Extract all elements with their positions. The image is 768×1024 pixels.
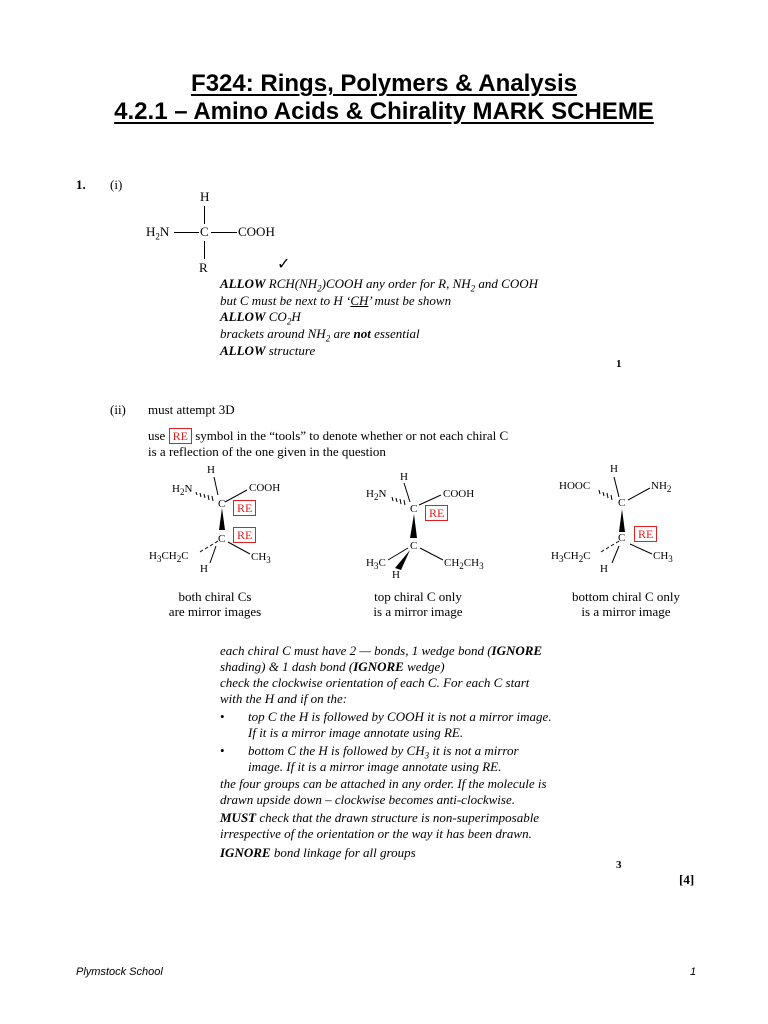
atom-h: H: [200, 189, 210, 204]
atom-ethyl: $H_3CH_2C$: [551, 550, 591, 565]
footer-page-number: 1: [690, 966, 697, 978]
instruction-line: must attempt 3D: [148, 402, 235, 417]
mark-value: 3: [616, 859, 622, 871]
caption: are mirror images: [168, 604, 262, 619]
atom-r: R: [199, 260, 208, 275]
atom-ch3: $CH_3$: [653, 550, 673, 565]
note-line: each chiral C must have 2 — bonds, 1 wedge bond (IGNORE: [220, 643, 543, 658]
note-line: check the clockwise orientation of each C. For each C start: [220, 675, 530, 690]
note-line: with the H and if on the:: [220, 691, 348, 706]
atom-ethyl: $CH_2CH_3$: [444, 557, 484, 572]
bond-line: [174, 232, 199, 233]
re-annotation: RE: [634, 526, 657, 542]
atom-c: C: [410, 540, 418, 552]
note-line: irrespective of the orientation or the way it has been drawn.: [220, 826, 532, 841]
hashed-bond: [601, 541, 619, 552]
atom-h3c: $H_3C$: [366, 557, 386, 572]
note-line: but C must be next to H ‘CH’ must be shown: [220, 293, 452, 308]
part-i-label: (i): [110, 177, 123, 192]
atom-nh2: $NH_2$: [651, 480, 672, 495]
part-ii-label: (ii): [110, 402, 126, 417]
atom-cooh: COOH: [249, 482, 281, 494]
wedge-bond: [219, 508, 225, 530]
bond-line: [211, 232, 237, 233]
atom-c: C: [618, 532, 626, 544]
atom-h: H: [600, 563, 608, 575]
note-line: ALLOW $CO_2H$: [220, 309, 301, 327]
note-line: image. If it is a mirror image annotate using RE.: [248, 759, 502, 774]
bullet: •: [220, 743, 225, 758]
caption: is a mirror image: [373, 604, 463, 619]
note-line: If it is a mirror image annotate using RE.: [248, 725, 464, 740]
note-line: the four groups can be attached in any order. If the molecule is: [220, 776, 547, 791]
atom-hooc: HOOC: [559, 480, 591, 492]
re-symbol: RE: [169, 428, 192, 444]
atom-cooh: COOH: [238, 224, 275, 239]
caption: is a mirror image: [581, 604, 671, 619]
bullet: •: [220, 709, 225, 724]
footer-school: Plymstock School: [76, 966, 163, 978]
caption: bottom chiral C only: [572, 589, 680, 604]
page-title-line2: 4.2.1 – Amino Acids & Chirality MARK SCHEME: [114, 98, 654, 125]
re-annotation: RE: [233, 500, 256, 516]
bond-line: [228, 542, 250, 554]
atom-h: H: [207, 464, 215, 476]
re-annotation: RE: [233, 527, 256, 543]
note-line: ALLOW structure: [220, 343, 316, 358]
bond-line: [204, 206, 205, 224]
hashed-bond: [599, 490, 612, 500]
bond-line: [204, 241, 205, 259]
bond-line: [628, 488, 650, 500]
atom-ch3: $CH_3$: [251, 551, 271, 566]
hashed-bond: [392, 497, 405, 505]
atom-h: H: [392, 569, 400, 581]
caption: both chiral Cs: [178, 589, 252, 604]
atom-h: H: [610, 463, 618, 475]
hashed-bond: [196, 492, 213, 501]
atom-ethyl: $H_3CH_2C$: [149, 550, 189, 565]
atom-c: C: [410, 503, 418, 515]
note-line: ALLOW $RCH(NH_2)COOH$ any order for R, $NH_2$ and COOH: [220, 276, 538, 294]
bond-line: [614, 477, 619, 497]
wedge-bond: [619, 509, 625, 532]
mark-value: 1: [616, 358, 622, 370]
atom-h2n: $H_2N$: [172, 483, 193, 498]
note-line: IGNORE bond linkage for all groups: [220, 845, 416, 860]
bond-line: [214, 477, 218, 495]
wedge-bond: [410, 514, 417, 538]
instruction-line: is a reflection of the one given in the question: [148, 444, 386, 459]
atom-c: C: [618, 497, 626, 509]
bond-line: [419, 495, 441, 505]
bond-line: [420, 548, 443, 560]
bond-line: [404, 483, 410, 502]
caption: top chiral C only: [374, 589, 462, 604]
question-number: 1.: [76, 177, 86, 192]
atom-c: C: [200, 224, 209, 239]
atom-h2n: $H_2N$: [146, 224, 170, 242]
note-line: bottom C the H is followed by $CH_3$ it is not a mirror: [248, 743, 519, 761]
atom-h: H: [200, 563, 208, 575]
bond-line: [210, 546, 216, 563]
instruction-line: use RE symbol in the “tools” to denote whether or not each chiral C: [148, 428, 509, 443]
atom-c: C: [218, 498, 226, 510]
page-title-line1: F324: Rings, Polymers & Analysis: [191, 70, 577, 97]
atom-h2n: $H_2N$: [366, 488, 387, 503]
bond-line: [630, 544, 652, 554]
re-annotation: RE: [425, 505, 448, 521]
note-line: brackets around $NH_2$ are not essential: [220, 326, 420, 344]
atom-c: C: [218, 533, 226, 545]
atom-cooh: COOH: [443, 488, 475, 500]
wedge-bond: [395, 550, 410, 570]
total-marks: [4]: [679, 872, 695, 887]
note-line: top C the H is followed by COOH it is not a mirror image.: [248, 709, 552, 724]
note-line: MUST check that the drawn structure is non-superimposable: [220, 810, 540, 825]
note-line: drawn upside down – clockwise becomes anti-clockwise.: [220, 792, 515, 807]
tick-icon: ✓: [277, 256, 291, 273]
atom-h: H: [400, 471, 408, 483]
note-line: shading) & 1 dash bond (IGNORE wedge): [220, 659, 445, 674]
bond-line: [612, 546, 619, 563]
